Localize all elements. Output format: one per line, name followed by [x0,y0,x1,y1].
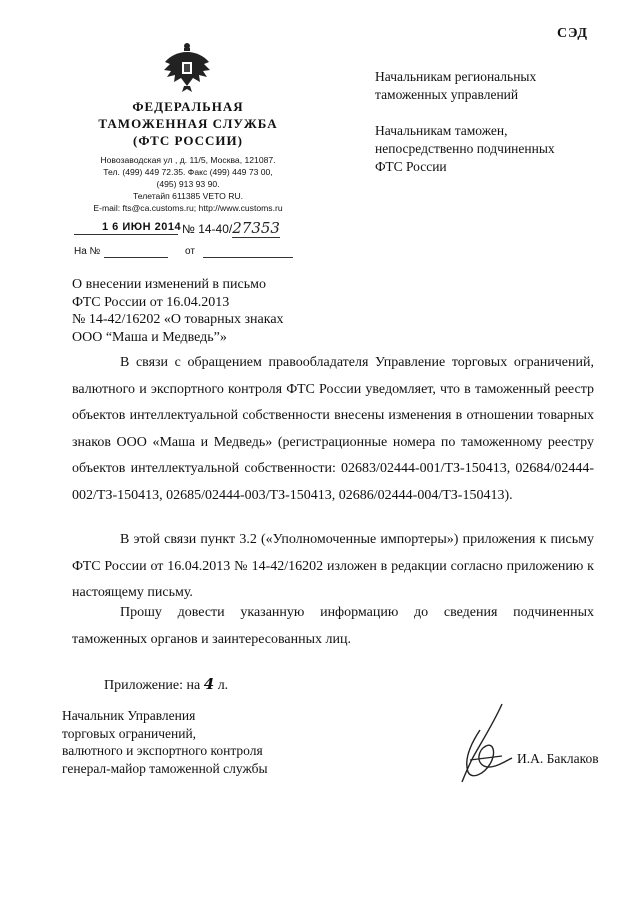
body-paragraph-3 [72,600,594,653]
paragraph-text: Прошу довести указанную информацию до сведения подчиненных таможенных органов и заинтересованных лиц. [72,605,594,647]
attachment-prefix: Приложение: на [104,678,201,693]
phone-line: Тел. (499) 449 72.35. Факс (499) 449 73 00, [103,167,273,177]
address-line: Новозаводская ул , д. 11/5, Москва, 121087. [100,155,276,165]
title-line: Начальник Управления [62,708,196,723]
attachment-suffix: л. [217,678,229,693]
handwritten-signature [440,700,530,790]
sed-label: СЭД [556,26,588,41]
recipients-group-2 [375,122,555,176]
recipient-line: непосредственно подчиненных [375,141,555,156]
subject-line: О внесении изменений в письмо [72,277,266,292]
signatory-title [62,707,268,777]
title-line: торговых ограничений, [62,725,197,741]
registration-number-handwritten: 27353 [232,219,280,237]
subject-line: ООО “Маша и Медведь”» [72,329,227,345]
subject-line: ФТС России от 16.04.2013 [72,294,230,310]
teletype-line: Телетайп 611385 VETO RU. [132,191,244,201]
signatory-name: И.А. Баклаков [517,751,599,766]
attachment-note [104,675,228,694]
body-paragraph-2 [72,527,594,607]
letter-subject [72,276,284,346]
phone-line-2: (495) 913 93 90. [156,179,220,189]
attachment-count: 4 [203,675,215,693]
recipients-group-1 [375,68,536,104]
title-line: генерал-майор таможенной службы [62,760,268,776]
paragraph-text: В этой связи пункт 3.2 («Уполномоченные импортеры») приложения к письму ФТС России от 16.04.2013 № 14-42/16202 изложен в редакции согласно приложению к настоящему письму. [72,532,594,600]
registration-date: 1 6 ИЮН 2014 [102,221,182,233]
state-emblem-icon [160,40,214,94]
title-line: валютного и экспортного контроля [62,743,263,758]
subject-line: № 14-42/16202 «О товарных знаках [72,312,284,327]
body-paragraph-1 [72,350,594,509]
recipient-line: Начальникам региональных [375,69,537,84]
email-line: E-mail: fts@ca.customs.ru; http://www.customs.ru [93,203,283,213]
paragraph-text: В связи с обращением правообладателя Управление торговых ограничений, валютного и экспортного контроля ФТС России уведомляет, что в таможенный реестр объектов интеллектуальной собственности внесены изменения в отношении товарных знаков ООО «Маша и Медведь» (регистрационные номера по таможенному реестру объектов интеллектуальной собственности: 02683/02444-001/ТЗ-150413, 02684/02444-002/ТЗ-150413, 02685/02444-003/ТЗ-150413, 02686/02444-004/ТЗ-150413). [72,355,594,503]
registration-number [182,219,280,237]
recipient-line: Начальникам таможен, [375,123,508,138]
registration-number-prefix: № 14-40/ [182,222,233,236]
org-short-name: (ФТС РОССИИ) [133,133,243,148]
recipient-line: таможенных управлений [375,87,519,102]
org-name-line2: ТАМОЖЕННАЯ СЛУЖБА [98,116,278,131]
reference-from-label: от [185,246,195,257]
org-name-line1: ФЕДЕРАЛЬНАЯ [132,99,244,114]
reference-number-label: На № [74,246,101,257]
recipient-line: ФТС России [375,159,447,174]
